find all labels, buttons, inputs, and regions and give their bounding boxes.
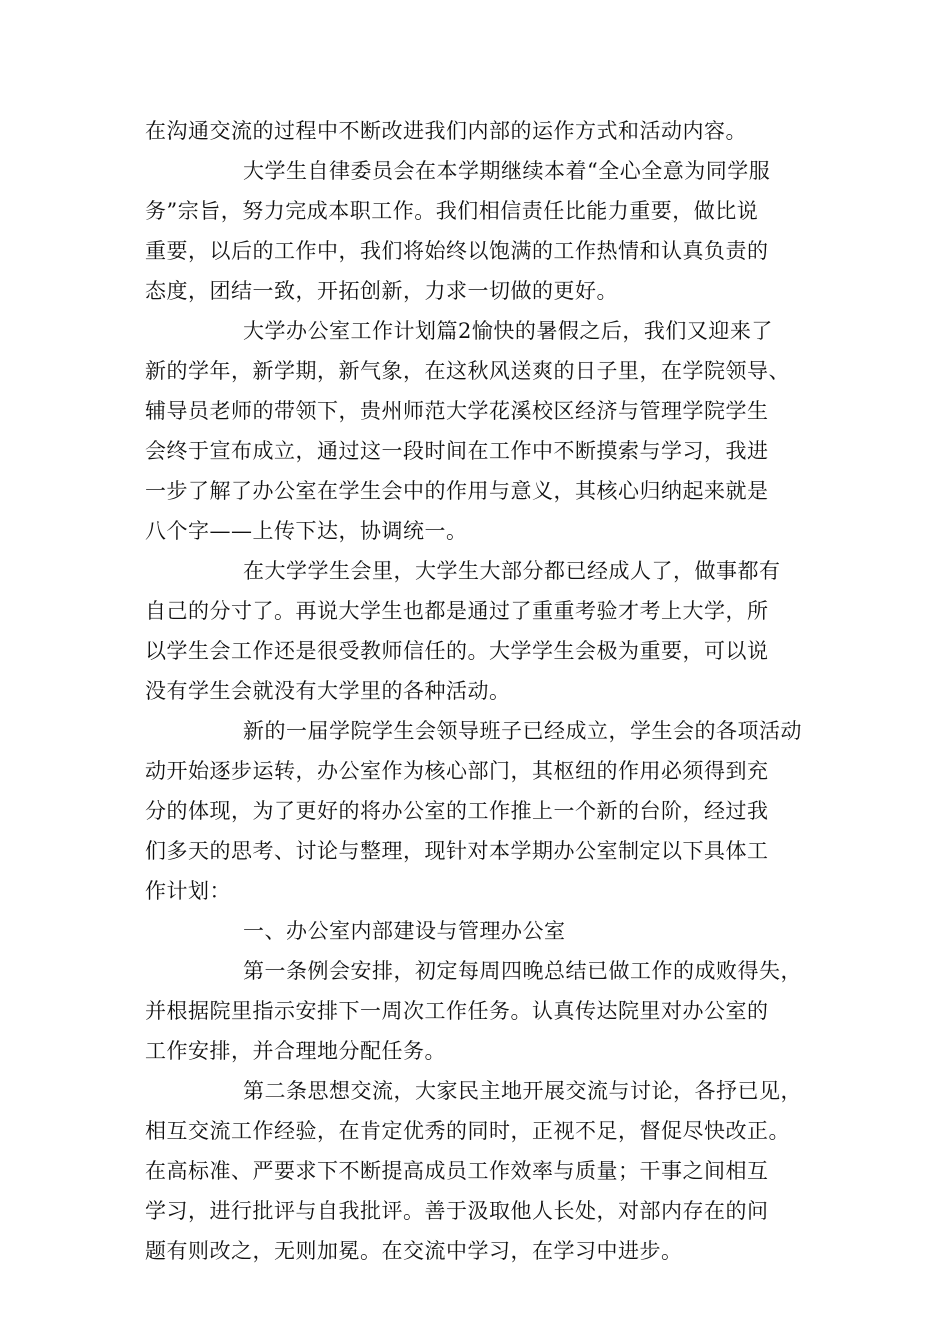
text-line: 相互交流工作经验，在肯定优秀的同时，正视不足，督促尽快改正。 (145, 1119, 790, 1143)
text-line: 在沟通交流的过程中不断改进我们内部的运作方式和活动内容。 (145, 119, 747, 143)
text-line: 第一条例会安排，初定每周四晚总结已做工作的成败得失， (243, 959, 802, 983)
text-line: 会终于宣布成立，通过这一段时间在工作中不断摸索与学习，我进 (145, 439, 769, 463)
text-line: 辅导员老师的带领下，贵州师范大学花溪校区经济与管理学院学生 (145, 399, 769, 423)
text-line: 在高标准、严要求下不断提高成员工作效率与质量；干事之间相互 (145, 1159, 769, 1183)
text-line: 新的一届学院学生会领导班子已经成立，学生会的各项活动 (243, 719, 802, 743)
text-line: 务”宗旨，努力完成本职工作。我们相信责任比能力重要，做比说 (145, 199, 759, 223)
text-line: 题有则改之，无则加冕。在交流中学习，在学习中进步。 (145, 1239, 683, 1263)
text-line: 一步了解了办公室在学生会中的作用与意义，其核心归纳起来就是 (145, 479, 769, 503)
text-line: 以学生会工作还是很受教师信任的。大学学生会极为重要，可以说 (145, 639, 769, 663)
text-line: 新的学年，新学期，新气象，在这秋风送爽的日子里，在学院领导、 (145, 359, 790, 383)
text-line: 并根据院里指示安排下一周次工作任务。认真传达院里对办公室的 (145, 999, 769, 1023)
text-line: 分的体现，为了更好的将办公室的工作推上一个新的台阶，经过我 (145, 799, 769, 823)
text-line: 自己的分寸了。再说大学生也都是通过了重重考验才考上大学，所 (145, 599, 769, 623)
text-line: 工作安排，并合理地分配任务。 (145, 1039, 446, 1063)
text-line: 学习，进行批评与自我批评。善于汲取他人长处，对部内存在的问 (145, 1199, 769, 1223)
text-line: 大学生自律委员会在本学期继续本着“全心全意为同学服 (243, 159, 771, 183)
text-line: 八个字——上传下达，协调统一。 (145, 519, 468, 543)
section-heading: 一、办公室内部建设与管理办公室 (243, 919, 566, 943)
text-line: 动开始逐步运转，办公室作为核心部门，其枢纽的作用必须得到充 (145, 759, 769, 783)
text-line: 在大学学生会里，大学生大部分都已经成人了，做事都有 (243, 559, 781, 583)
text-line: 们多天的思考、讨论与整理，现针对本学期办公室制定以下具体工 (145, 839, 769, 863)
text-line: 作计划： (145, 879, 231, 903)
text-line: 没有学生会就没有大学里的各种活动。 (145, 679, 511, 703)
text-line: 第二条思想交流，大家民主地开展交流与讨论，各抒已见， (243, 1079, 802, 1103)
text-line: 重要，以后的工作中，我们将始终以饱满的工作热情和认真负责的 (145, 239, 769, 263)
text-line: 大学办公室工作计划篇2愉快的暑假之后，我们又迎来了 (243, 319, 773, 343)
text-line: 态度，团结一致，开拓创新，力求一切做的更好。 (145, 279, 618, 303)
